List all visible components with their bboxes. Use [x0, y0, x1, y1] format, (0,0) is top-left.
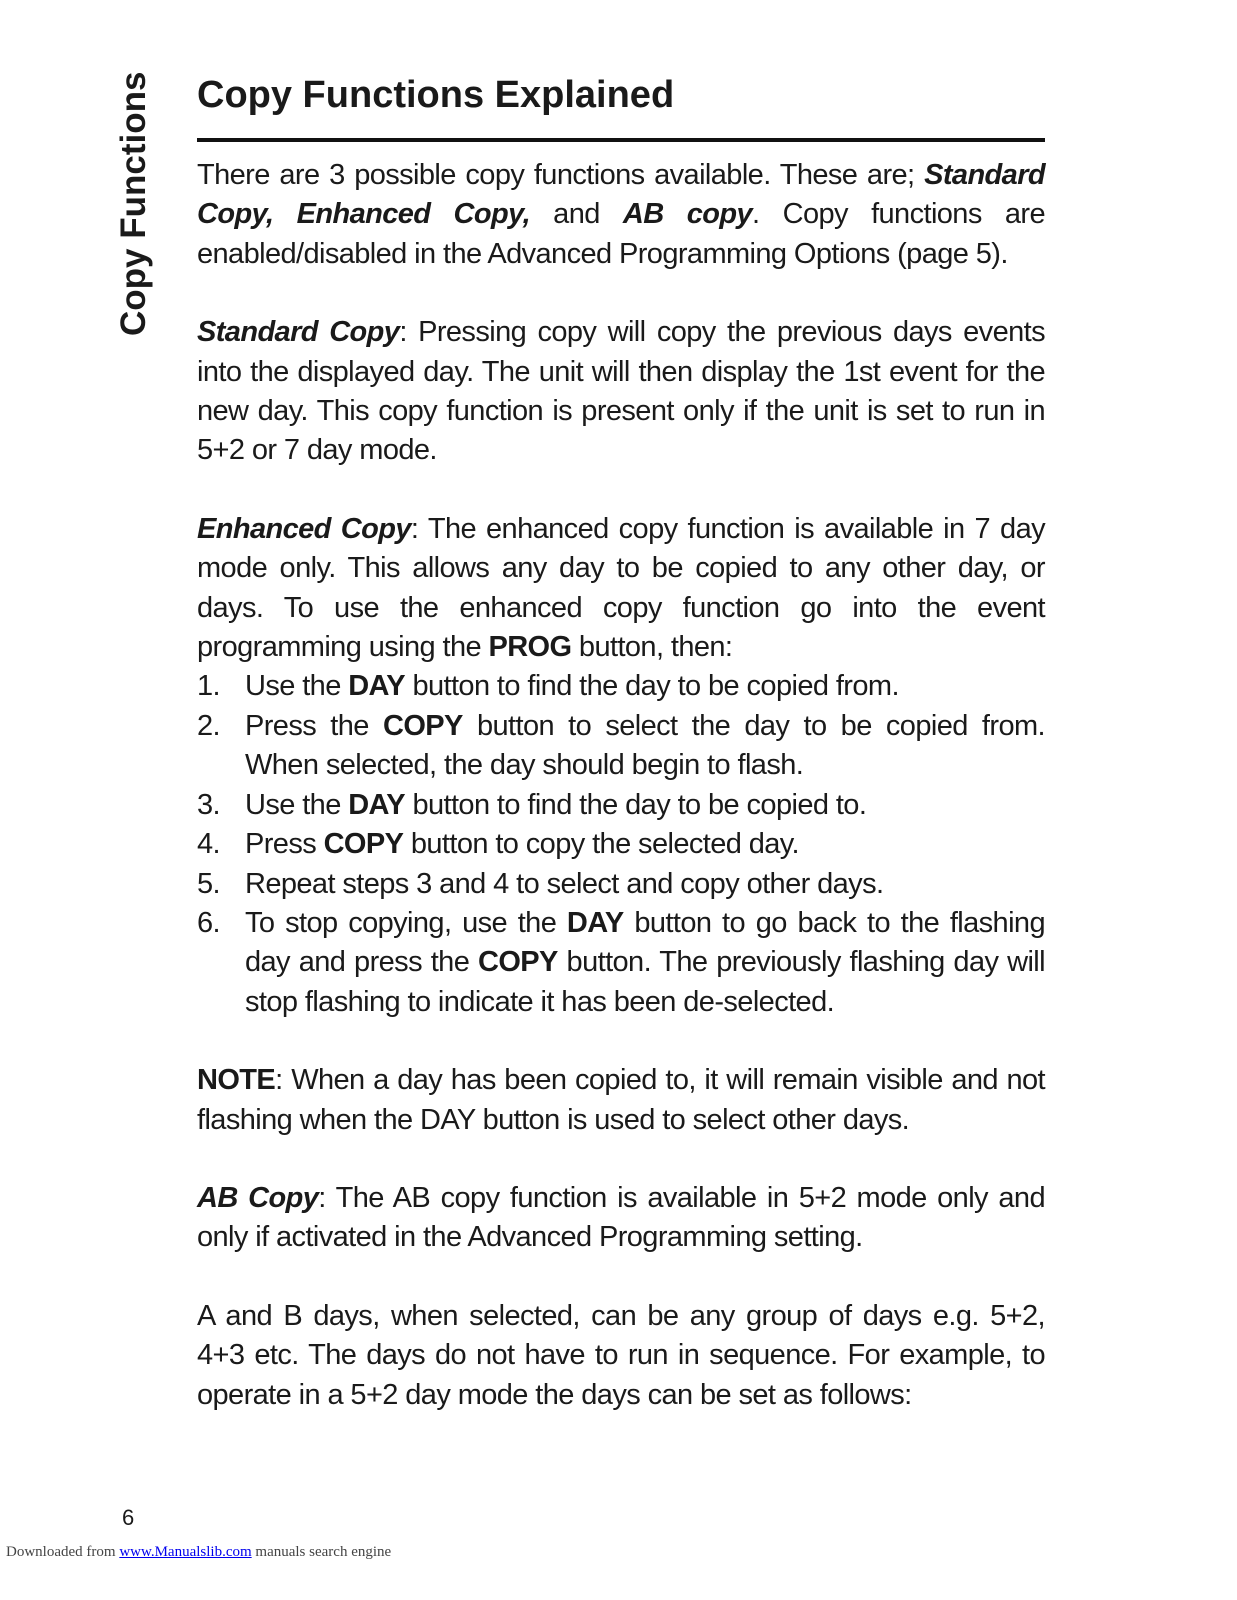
- standard-copy-paragraph: Standard Copy: Pressing copy will copy the previous days events into the displayed day. The unit will then display the 1st event for the new day. This copy function is present only if the unit is set to run in 5+2 or 7 day mode.: [197, 316, 1045, 467]
- ab-copy-paragraph: AB Copy: The AB copy function is available in 5+2 mode only and only if activated in the Advanced Programming setting.: [197, 1181, 1045, 1254]
- body-text: [197, 156, 1045, 1415]
- prog-button-ref: PROG: [488, 631, 572, 664]
- list-item: 5. Repeat steps 3 and 4 to select and copy other days.: [197, 867, 884, 900]
- enhanced-copy-steps: [197, 667, 1045, 1022]
- page-number: 6: [122, 1505, 135, 1530]
- ab-days-paragraph: A and B days, when selected, can be any group of days e.g. 5+2, 4+3 etc. The days do not have to run in sequence. For example, to operate in a 5+2 day mode the days can be set as follows:: [197, 1299, 1045, 1411]
- list-item: 4. Press COPY button to copy the selected day.: [197, 828, 799, 861]
- manualslib-link[interactable]: www.Manualslib.com: [119, 1544, 252, 1560]
- enhanced-copy-paragraph: Enhanced Copy: The enhanced copy function is available in 7 day mode only. This allows any day to be copied to any other day, or days. To use the enhanced copy function go into the event programming using the PROG button, then:: [197, 512, 1046, 664]
- intro-term-standard-enhanced: Standard Copy, Enhanced Copy,: [197, 159, 1045, 231]
- title-rule: [197, 138, 1045, 142]
- list-item: 2. Press the COPY button to select the day to be copied from. When selected, the day should begin to flash.: [197, 709, 1045, 782]
- enhanced-copy-label: Enhanced Copy: [197, 512, 411, 545]
- note-paragraph: NOTE: When a day has been copied to, it will remain visible and not flashing when the DAY button is used to select other days.: [197, 1064, 1045, 1136]
- list-item: 6. To stop copying, use the DAY button to go back to the flashing day and press the COPY button. The previously flashing day will stop flashing to indicate it has been de-selected.: [197, 906, 1045, 1018]
- download-footer: Downloaded from www.Manualslib.com manuals search engine: [6, 1544, 392, 1560]
- note-label: NOTE: [197, 1064, 276, 1097]
- side-tab-label: Copy Functions: [114, 71, 153, 336]
- list-item: 3. Use the DAY button to find the day to be copied to.: [197, 788, 867, 821]
- intro-paragraph: There are 3 possible copy functions available. These are; Standard Copy, Enhanced Copy, and AB copy. Copy functions are enabled/disabled in the Advanced Programming Options (page 5).: [197, 159, 1045, 270]
- page-title: Copy Functions Explained: [197, 74, 675, 116]
- intro-term-ab: AB copy: [622, 198, 753, 231]
- list-item: 1. Use the DAY button to find the day to be copied from.: [197, 670, 899, 703]
- standard-copy-label: Standard Copy: [197, 316, 400, 349]
- ab-copy-label: AB Copy: [197, 1181, 319, 1214]
